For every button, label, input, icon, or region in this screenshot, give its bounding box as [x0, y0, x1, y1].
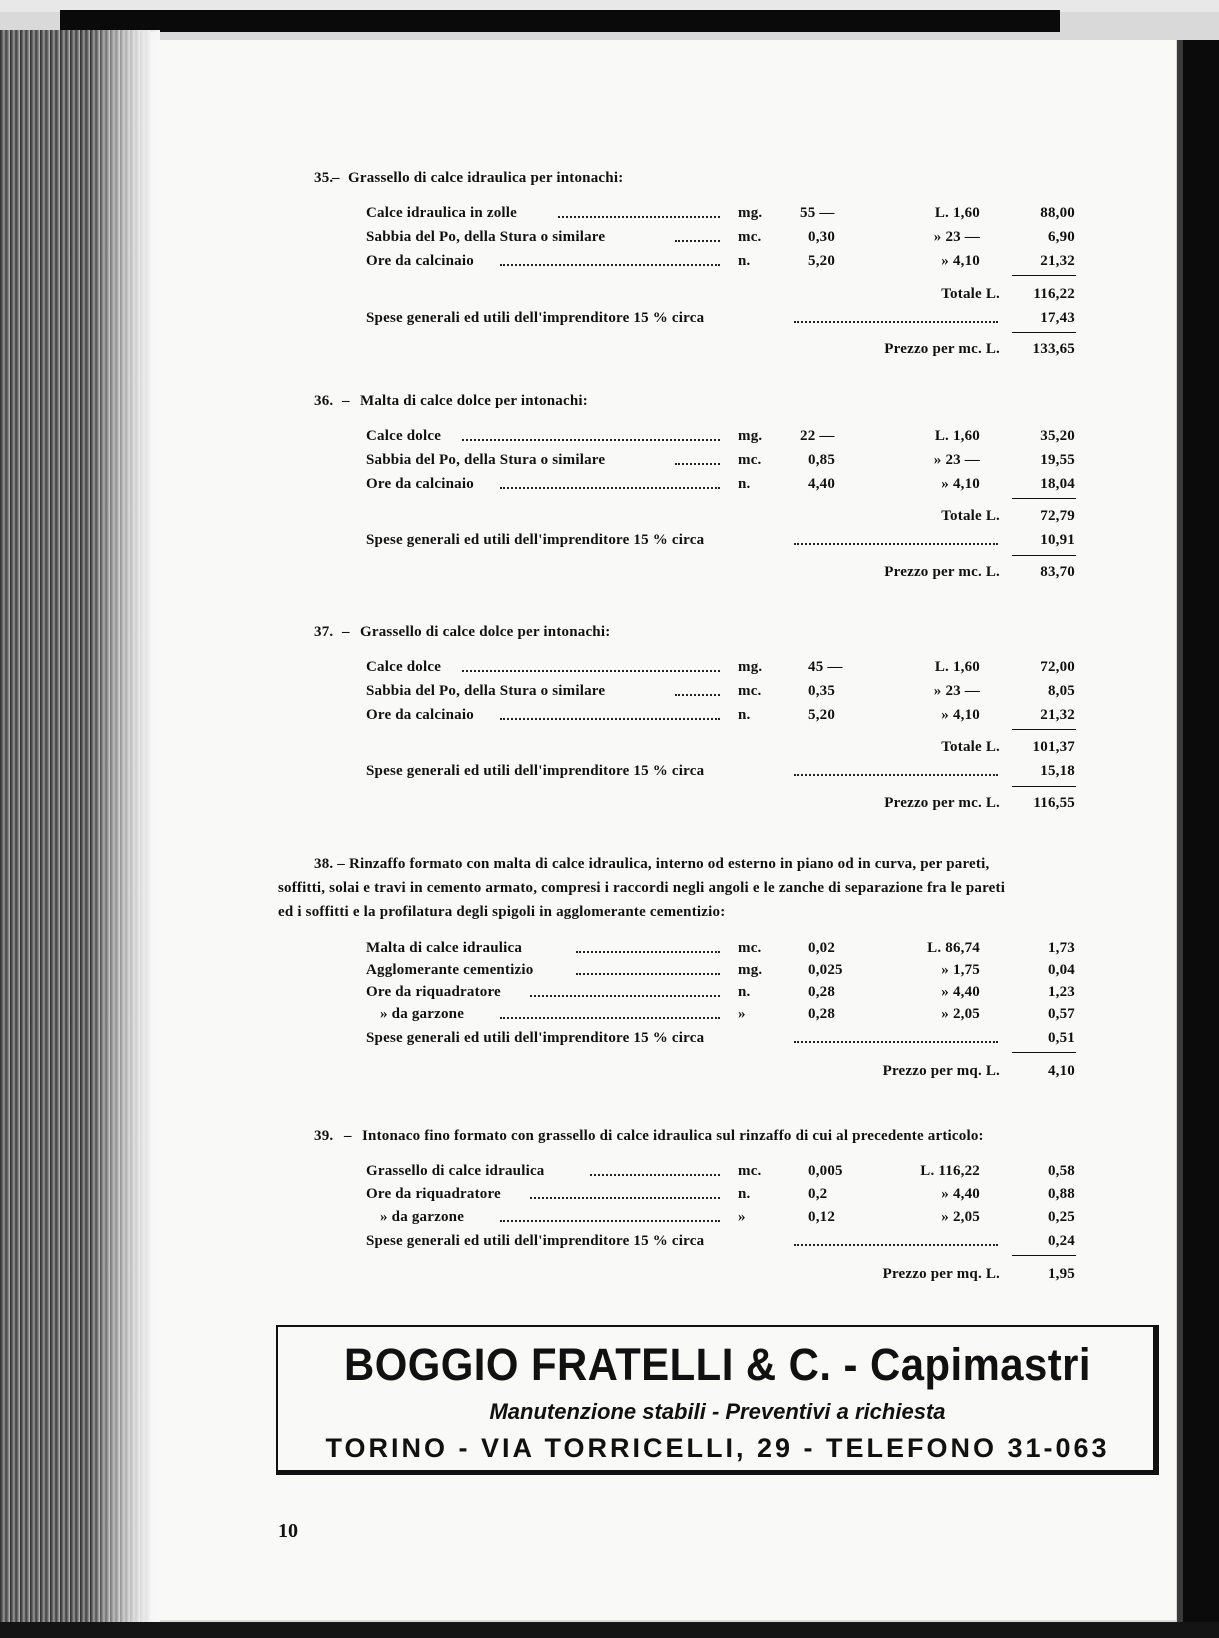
prezzo-label: Prezzo per mc. L. [884, 564, 1000, 580]
spese-amount: 0,51 [1047, 1030, 1075, 1046]
prezzo-label: Prezzo per mc. L. [884, 795, 1000, 811]
spese-line: Spese generali ed utili dell'imprenditore 15 % circa [366, 1233, 705, 1249]
total-label: Totale L. [941, 286, 1000, 302]
row-unit: mg. [738, 659, 763, 675]
sum-rule [1012, 555, 1076, 556]
row-unit: n. [738, 476, 751, 492]
item-heading: Malta di calce dolce per intonachi: [360, 393, 588, 409]
row-price: L. 1,60 [934, 428, 980, 444]
item-heading: Intonaco fino formato con grassello di calce idraulica sul rinzaffo di cui al precedente articolo: [362, 1128, 984, 1144]
prezzo-label: Prezzo per mq. L. [882, 1063, 1000, 1079]
row-desc: Sabbia del Po, della Stura o similare [366, 683, 606, 699]
total-label: Totale L. [941, 508, 1000, 524]
row-unit: » [738, 1006, 746, 1022]
row-amount: 18,04 [1040, 476, 1075, 492]
dot-leader [794, 1242, 998, 1246]
spese-amount: 0,24 [1047, 1233, 1075, 1249]
spese-amount: 17,43 [1040, 310, 1075, 326]
dot-leader [530, 993, 720, 997]
advertisement-title: BOGGIO FRATELLI & C. - Capimastri [344, 1339, 1091, 1390]
prezzo-value: 116,55 [1033, 795, 1075, 811]
row-price: » 4,40 [941, 984, 980, 1000]
row-amount: 72,00 [1040, 659, 1075, 675]
row-price: » 23 — [933, 683, 980, 699]
dot-leader [462, 668, 720, 672]
row-unit: mc. [738, 1163, 762, 1179]
row-qty: 55 — [800, 205, 835, 221]
row-qty: 0,35 [808, 683, 836, 699]
dot-leader [576, 949, 720, 953]
sum-rule [1012, 498, 1076, 499]
row-desc: Calce idraulica in zolle [366, 205, 518, 221]
total-value: 116,22 [1033, 286, 1075, 302]
advertisement-subtitle: Manutenzione stabili - Preventivi a richiesta [489, 1399, 946, 1424]
row-price: » 1,75 [941, 962, 980, 978]
sum-rule [1012, 275, 1076, 276]
row-unit: mc. [738, 940, 762, 956]
dot-leader [794, 541, 998, 545]
sum-rule [1012, 1255, 1076, 1256]
row-desc: Calce dolce [366, 428, 442, 444]
paragraph-line: ed i soffitti e la profilatura degli spigoli in agglomerante cementizio: [278, 904, 726, 920]
row-desc: Ore da calcinaio [366, 476, 474, 492]
total-value: 101,37 [1032, 739, 1075, 755]
row-price: » 4,40 [941, 1186, 980, 1202]
row-price: » 2,05 [941, 1209, 980, 1225]
row-qty: 0,2 [808, 1186, 828, 1202]
row-desc: Sabbia del Po, della Stura o similare [366, 229, 606, 245]
spese-line: Spese generali ed utili dell'imprenditore 15 % circa [366, 310, 705, 326]
spese-line: Spese generali ed utili dell'imprenditore 15 % circa [366, 1030, 705, 1046]
row-amount: 0,88 [1047, 1186, 1075, 1202]
row-unit: n. [738, 984, 751, 1000]
row-price: L. 116,22 [920, 1163, 980, 1179]
row-unit: mg. [738, 962, 763, 978]
prezzo-label: Prezzo per mc. L. [884, 341, 1000, 357]
row-qty: 0,28 [808, 1006, 836, 1022]
prezzo-label: Prezzo per mq. L. [882, 1266, 1000, 1282]
dot-leader [794, 319, 998, 323]
row-price: L. 86,74 [927, 940, 980, 956]
item-number: 35. [314, 170, 334, 186]
row-unit: mc. [738, 229, 762, 245]
row-price: L. 1,60 [934, 659, 980, 675]
sum-rule [1012, 1052, 1076, 1053]
item-heading: Grassello di calce dolce per intonachi: [360, 624, 611, 640]
row-desc: Ore da riquadratore [366, 984, 501, 1000]
spese-amount: 15,18 [1040, 763, 1075, 779]
row-amount: 0,58 [1047, 1163, 1075, 1179]
total-label: Totale L. [941, 739, 1000, 755]
row-price: L. 1,60 [934, 205, 980, 221]
prezzo-value: 83,70 [1040, 564, 1075, 580]
row-desc: Ore da calcinaio [366, 253, 474, 269]
row-unit: n. [738, 253, 751, 269]
total-value: 72,79 [1040, 508, 1075, 524]
dot-leader [794, 772, 998, 776]
row-qty: 0,30 [808, 229, 836, 245]
row-amount: 0,57 [1047, 1006, 1075, 1022]
sum-rule [1012, 729, 1076, 730]
dot-leader [675, 238, 720, 242]
row-qty: 4,40 [808, 476, 836, 492]
row-desc: Calce dolce [366, 659, 442, 675]
row-price: » 23 — [933, 452, 980, 468]
row-unit: n. [738, 1186, 751, 1202]
dot-leader [462, 437, 720, 441]
paragraph-line: 38. – Rinzaffo formato con malta di calce idraulica, interno od esterno in piano od in curva, per pareti, [314, 856, 990, 872]
row-amount: 19,55 [1040, 452, 1075, 468]
row-amount: 21,32 [1040, 707, 1075, 723]
advertisement-address: TORINO - VIA TORRICELLI, 29 - TELEFONO 31-063 [325, 1433, 1110, 1463]
row-unit: mg. [738, 428, 763, 444]
sum-rule [1012, 786, 1076, 787]
row-desc: Malta di calce idraulica [366, 940, 523, 956]
advertisement-box [276, 1325, 1159, 1475]
scan-shadow-bottom [0, 1622, 1219, 1638]
dot-leader [576, 971, 720, 975]
row-amount: 88,00 [1040, 205, 1075, 221]
row-qty: 5,20 [808, 253, 836, 269]
dot-leader [675, 461, 720, 465]
spese-amount: 10,91 [1040, 532, 1075, 548]
row-qty: 0,85 [808, 452, 836, 468]
row-qty: 0,025 [808, 962, 843, 978]
scan-shadow-top [60, 10, 1060, 32]
sum-rule [1012, 332, 1076, 333]
row-unit: n. [738, 707, 751, 723]
row-qty: 5,20 [808, 707, 836, 723]
item-number: 36. [314, 393, 334, 409]
dot-leader [794, 1039, 998, 1043]
row-amount: 8,05 [1047, 683, 1075, 699]
row-price: » 4,10 [941, 253, 980, 269]
row-price: » 4,10 [941, 707, 980, 723]
row-unit: mc. [738, 452, 762, 468]
row-qty: 0,12 [808, 1209, 836, 1225]
row-qty: 0,28 [808, 984, 836, 1000]
paragraph-line: soffitti, solai e travi in cemento armato, compresi i raccordi negli angoli e le zanche di separazione fra le pareti [278, 880, 1006, 896]
row-desc: » da garzone [380, 1209, 465, 1225]
row-desc: Agglomerante cementizio [366, 962, 534, 978]
row-price: » 23 — [933, 229, 980, 245]
spese-line: Spese generali ed utili dell'imprenditore 15 % circa [366, 532, 705, 548]
dot-leader [500, 1218, 720, 1222]
row-desc: Sabbia del Po, della Stura o similare [366, 452, 606, 468]
dot-leader [500, 716, 720, 720]
row-amount: 35,20 [1040, 428, 1075, 444]
item-number: 39. [314, 1128, 334, 1144]
row-qty: 0,02 [808, 940, 836, 956]
item-heading: Grassello di calce idraulica per intonachi: [348, 170, 624, 186]
row-unit: mg. [738, 205, 763, 221]
spese-line: Spese generali ed utili dell'imprenditore 15 % circa [366, 763, 705, 779]
row-qty: 22 — [800, 428, 835, 444]
row-amount: 0,04 [1047, 962, 1075, 978]
scan-shadow-right [1183, 40, 1219, 1638]
row-qty: 45 — [808, 659, 843, 675]
dot-leader [590, 1172, 720, 1176]
row-amount: 6,90 [1047, 229, 1075, 245]
item-number: 37. [314, 624, 334, 640]
prezzo-value: 4,10 [1047, 1063, 1075, 1079]
dot-leader [500, 1015, 720, 1019]
row-desc: Grassello di calce idraulica [366, 1163, 545, 1179]
row-price: » 4,10 [941, 476, 980, 492]
dot-leader [500, 262, 720, 266]
dot-leader [675, 692, 720, 696]
row-price: » 2,05 [941, 1006, 980, 1022]
dot-leader [530, 1195, 720, 1199]
row-unit: » [738, 1209, 746, 1225]
row-desc: Ore da riquadratore [366, 1186, 501, 1202]
dot-leader [500, 485, 720, 489]
row-desc: » da garzone [380, 1006, 465, 1022]
prezzo-value: 133,65 [1032, 341, 1075, 357]
row-amount: 21,32 [1040, 253, 1075, 269]
row-qty: 0,005 [808, 1163, 843, 1179]
row-desc: Ore da calcinaio [366, 707, 474, 723]
page-edge-shading [90, 30, 160, 1625]
row-amount: 1,73 [1047, 940, 1075, 956]
row-amount: 1,23 [1047, 984, 1075, 1000]
prezzo-value: 1,95 [1047, 1266, 1075, 1282]
row-amount: 0,25 [1047, 1209, 1075, 1225]
dot-leader [558, 214, 720, 218]
row-unit: mc. [738, 683, 762, 699]
page-number: 10 [278, 1520, 298, 1542]
